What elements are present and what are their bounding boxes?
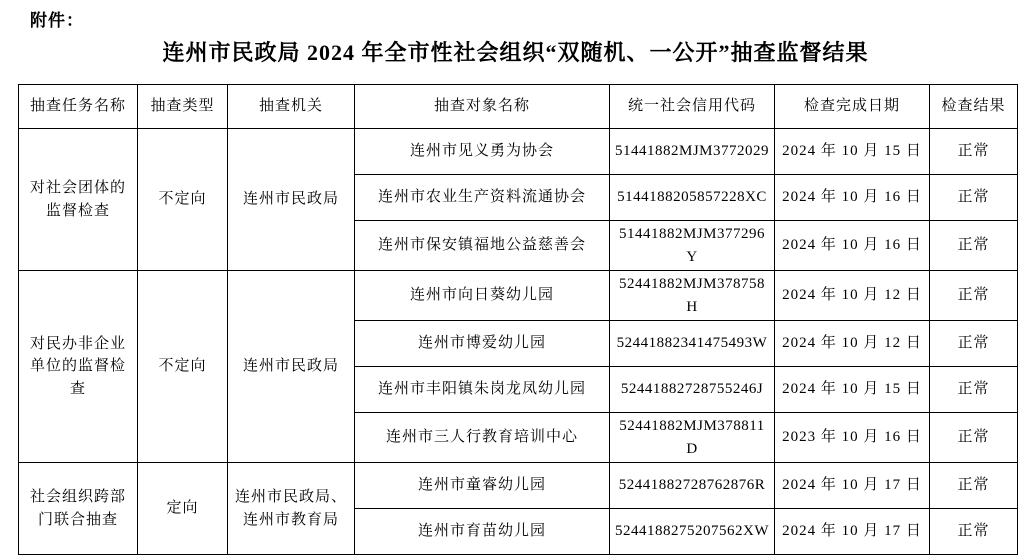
header-type: 抽查类型 [138, 85, 228, 129]
org-name-cell: 连州市育苗幼儿园 [355, 509, 610, 555]
result-cell: 正常 [930, 509, 1018, 555]
task-cell: 对社会团体的监督检查 [19, 129, 138, 271]
result-cell: 正常 [930, 463, 1018, 509]
org-name-cell: 连州市向日葵幼儿园 [355, 271, 610, 321]
date-cell: 2024 年 10 月 16 日 [775, 175, 930, 221]
org-name-cell: 连州市丰阳镇朱岗龙凤幼儿园 [355, 367, 610, 413]
credit-code-cell: 5144188205857228XC [610, 175, 775, 221]
table-row [19, 271, 1018, 321]
table-row [19, 129, 1018, 175]
org-name-cell: 连州市三人行教育培训中心 [355, 413, 610, 463]
date-cell: 2023 年 10 月 16 日 [775, 413, 930, 463]
result-cell: 正常 [930, 271, 1018, 321]
date-cell: 2024 年 10 月 15 日 [775, 129, 930, 175]
date-cell: 2024 年 10 月 16 日 [775, 221, 930, 271]
result-cell: 正常 [930, 367, 1018, 413]
page-title: 连州市民政局 2024 年全市性社会组织“双随机、一公开”抽查监督结果 [162, 40, 869, 65]
result-cell: 正常 [930, 321, 1018, 367]
credit-code-cell: 52441882728755246J [610, 367, 775, 413]
header-date: 检查完成日期 [775, 85, 930, 129]
credit-code-cell: 51441882MJM377296Y [610, 221, 775, 271]
credit-code-cell: 52441882MJM378758H [610, 271, 775, 321]
credit-code-cell: 52441882341475493W [610, 321, 775, 367]
attachment-label: 附件： [30, 11, 84, 30]
result-cell: 正常 [930, 129, 1018, 175]
header-row [19, 85, 1018, 129]
header-agency: 抽查机关 [228, 85, 355, 129]
org-name-cell: 连州市见义勇为协会 [355, 129, 610, 175]
inspection-results-table [18, 84, 1018, 555]
type-cell: 不定向 [138, 129, 228, 271]
type-cell: 不定向 [138, 271, 228, 463]
header-credit-code: 统一社会信用代码 [610, 85, 775, 129]
date-cell: 2024 年 10 月 12 日 [775, 321, 930, 367]
task-cell: 对民办非企业单位的监督检查 [19, 271, 138, 463]
type-cell: 定向 [138, 463, 228, 555]
date-cell: 2024 年 10 月 15 日 [775, 367, 930, 413]
date-cell: 2024 年 10 月 17 日 [775, 509, 930, 555]
credit-code-cell: 5244188275207562XW [610, 509, 775, 555]
agency-cell: 连州市民政局 [228, 129, 355, 271]
agency-cell: 连州市民政局 [228, 271, 355, 463]
date-cell: 2024 年 10 月 17 日 [775, 463, 930, 509]
credit-code-cell: 52441882728762876R [610, 463, 775, 509]
org-name-cell: 连州市保安镇福地公益慈善会 [355, 221, 610, 271]
table-row [19, 463, 1018, 509]
header-result: 检查结果 [930, 85, 1018, 129]
header-org-name: 抽查对象名称 [355, 85, 610, 129]
header-task: 抽查任务名称 [19, 85, 138, 129]
result-cell: 正常 [930, 175, 1018, 221]
org-name-cell: 连州市博爱幼儿园 [355, 321, 610, 367]
date-cell: 2024 年 10 月 12 日 [775, 271, 930, 321]
credit-code-cell: 51441882MJM3772029 [610, 129, 775, 175]
org-name-cell: 连州市农业生产资料流通协会 [355, 175, 610, 221]
org-name-cell: 连州市童睿幼儿园 [355, 463, 610, 509]
result-cell: 正常 [930, 413, 1018, 463]
task-cell: 社会组织跨部门联合抽查 [19, 463, 138, 555]
agency-cell: 连州市民政局、连州市教育局 [228, 463, 355, 555]
credit-code-cell: 52441882MJM378811D [610, 413, 775, 463]
result-cell: 正常 [930, 221, 1018, 271]
